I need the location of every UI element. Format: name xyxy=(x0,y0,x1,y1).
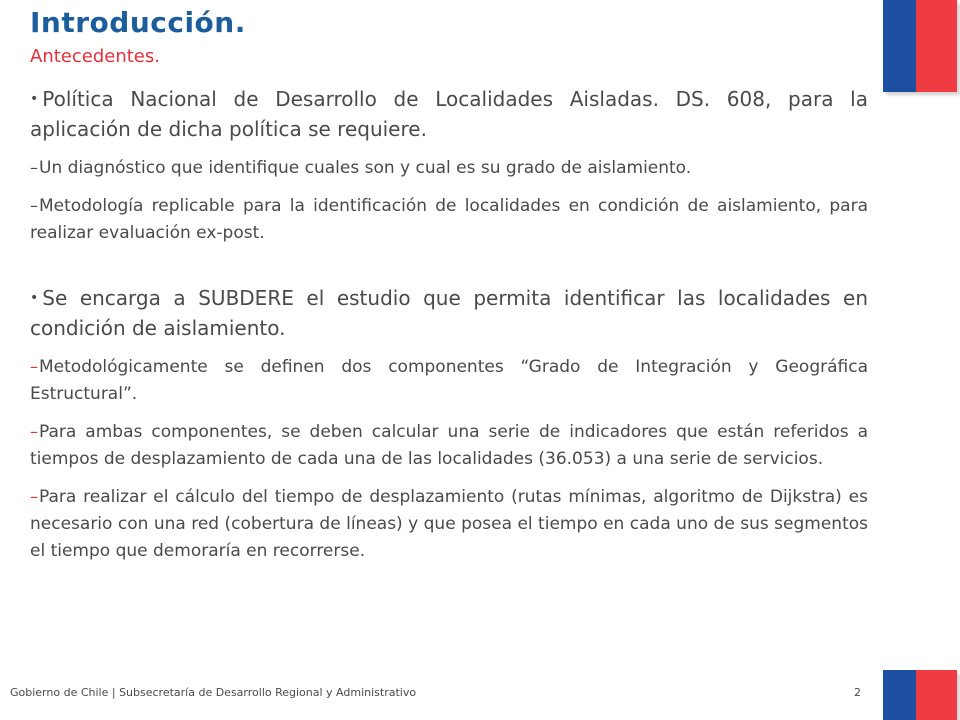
flag-blue-stripe xyxy=(883,0,916,92)
dash-icon: – xyxy=(30,158,38,177)
bullet-text: Se encarga a SUBDERE el estudio que permita identificar las localidades en condición de aislamiento. xyxy=(30,286,868,340)
flag-blue-stripe xyxy=(883,670,916,720)
bullet-text: Política Nacional de Desarrollo de Localidades Aisladas. DS. 608, para la aplicación de dicha política se requiere. xyxy=(30,87,868,141)
sub-item xyxy=(30,192,868,247)
bullet-icon: • xyxy=(30,91,39,107)
flag-red-stripe xyxy=(916,0,957,92)
sub-item xyxy=(30,353,868,408)
sub-item-text: Para ambas componentes, se deben calcular una serie de indicadores que están referidos a tiempos de desplazamiento de cada una de las localidades (36.053) a una serie de servicios. xyxy=(30,422,868,469)
page-number: 2 xyxy=(854,686,861,699)
flag-red-stripe xyxy=(916,670,957,720)
sub-item xyxy=(30,483,868,565)
sub-item-text: Metodológicamente se definen dos componentes “Grado de Integración y Geográfica Estructural”. xyxy=(30,357,868,404)
sub-item xyxy=(30,418,868,473)
bullet-icon: • xyxy=(30,290,39,306)
bullet-item xyxy=(30,283,868,343)
slide-body xyxy=(30,84,868,565)
dash-icon: – xyxy=(30,487,38,506)
chile-flag-logo-top xyxy=(883,0,957,92)
sub-item-text: Metodología replicable para la identificación de localidades en condición de aislamiento, para realizar evaluación ex-post. xyxy=(30,196,868,243)
dash-icon: – xyxy=(30,422,38,441)
bullet-item xyxy=(30,84,868,144)
sub-item xyxy=(30,154,868,182)
dash-icon: – xyxy=(30,196,38,215)
slide-title: Introducción. xyxy=(30,6,246,39)
dash-icon: – xyxy=(30,357,38,376)
sub-item-text: Para realizar el cálculo del tiempo de desplazamiento (rutas mínimas, algoritmo de Dijkstra) es necesario con una red (cobertura de líneas) y que posea el tiempo en cada uno de sus segmentos el tiempo que demoraría en recorrerse. xyxy=(30,487,868,561)
footer-text: Gobierno de Chile | Subsecretaría de Desarrollo Regional y Administrativo xyxy=(10,686,417,699)
sub-item-text: Un diagnóstico que identifique cuales son y cual es su grado de aislamiento. xyxy=(39,158,692,178)
chile-flag-logo-bottom xyxy=(883,670,957,720)
slide-subtitle: Antecedentes. xyxy=(30,46,160,67)
